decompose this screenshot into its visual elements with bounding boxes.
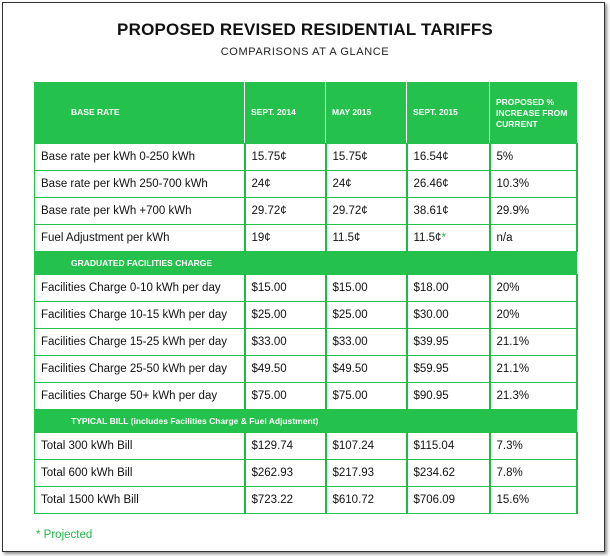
cell-sept-2015-text: $706.09 <box>413 493 456 506</box>
cell-may-2015 <box>326 382 407 409</box>
cell-sept-2014-text: $129.74 <box>251 439 294 452</box>
footnote: * Projected <box>36 529 93 541</box>
cell-may-2015 <box>326 486 407 513</box>
cell-increase-text: 21.1% <box>496 362 530 375</box>
cell-may-2015 <box>326 355 407 382</box>
cell-may-2015 <box>326 274 407 301</box>
row-label-text: Total 600 kWh Bill <box>41 466 133 479</box>
cell-sept-2015 <box>407 432 490 459</box>
cell-increase <box>490 459 577 486</box>
table-row <box>35 459 577 486</box>
row-label <box>35 224 245 251</box>
cell-may-2015-text: $217.93 <box>332 466 375 479</box>
cell-increase-text: 7.8% <box>496 466 523 479</box>
cell-increase-text: n/a <box>496 231 513 244</box>
header-may-2015: MAY 2015 <box>326 82 407 143</box>
row-label <box>35 382 245 409</box>
cell-sept-2015-text: 38.61¢ <box>413 204 449 217</box>
cell-sept-2014-text: $15.00 <box>251 281 287 294</box>
cell-sept-2014 <box>245 459 326 486</box>
cell-sept-2015 <box>407 486 490 513</box>
cell-sept-2014-text: $262.93 <box>251 466 294 479</box>
page-subtitle: COMPARISONS AT A GLANCE <box>220 46 390 58</box>
row-label-text: Facilities Charge 15-25 kWh per day <box>41 335 227 348</box>
table-row <box>35 301 577 328</box>
cell-increase-text: 20% <box>496 308 520 321</box>
cell-increase <box>490 224 577 251</box>
cell-increase <box>490 274 577 301</box>
cell-sept-2014 <box>245 274 326 301</box>
row-label <box>35 143 245 170</box>
cell-sept-2014-text: $723.22 <box>251 493 294 506</box>
table-row <box>35 197 577 224</box>
section-typical-bill <box>35 409 577 432</box>
cell-sept-2015 <box>407 301 490 328</box>
section-typical-bill-label: TYPICAL BILL (includes Facilities Charge & Fuel Adjustment) <box>35 409 577 432</box>
cell-sept-2014-text: 19¢ <box>251 231 271 244</box>
table-row <box>35 355 577 382</box>
header-sept-2014: SEPT. 2014 <box>245 82 326 143</box>
cell-sept-2015-text: $115.04 <box>413 439 455 452</box>
cell-may-2015 <box>326 170 407 197</box>
cell-sept-2015 <box>407 224 490 251</box>
cell-sept-2014 <box>245 355 326 382</box>
cell-sept-2015-text: $90.95 <box>413 389 449 402</box>
row-label <box>35 274 245 301</box>
cell-increase <box>490 143 577 170</box>
header-base-rate: BASE RATE <box>35 82 245 143</box>
row-label-text: Base rate per kWh 0-250 kWh <box>41 150 196 163</box>
table-row <box>35 432 577 459</box>
row-label-text: Fuel Adjustment per kWh <box>41 231 170 244</box>
cell-sept-2014 <box>245 197 326 224</box>
cell-sept-2015-text: $30.00 <box>413 308 449 321</box>
table-row <box>35 274 577 301</box>
cell-may-2015 <box>326 143 407 170</box>
row-label <box>35 301 245 328</box>
row-label <box>35 328 245 355</box>
table-row <box>35 486 577 513</box>
cell-may-2015-text: $15.00 <box>332 281 368 294</box>
cell-may-2015-text: 15.75¢ <box>332 150 368 163</box>
cell-increase <box>490 301 577 328</box>
cell-increase <box>490 355 577 382</box>
projected-marker: * <box>441 231 446 244</box>
cell-increase <box>490 382 577 409</box>
cell-may-2015-text: 24¢ <box>332 177 352 190</box>
table-row <box>35 382 577 409</box>
cell-sept-2015 <box>407 197 490 224</box>
cell-may-2015-text: $49.50 <box>332 362 368 375</box>
table-row <box>35 143 577 170</box>
cell-increase-text: 5% <box>496 150 514 163</box>
row-label <box>35 170 245 197</box>
cell-sept-2015-text: $59.95 <box>413 362 449 375</box>
row-label <box>35 197 245 224</box>
cell-sept-2015 <box>407 143 490 170</box>
cell-may-2015 <box>326 301 407 328</box>
row-label-text: Base rate per kWh 250-700 kWh <box>41 177 208 190</box>
cell-increase-text: 29.9% <box>496 204 530 217</box>
cell-increase <box>490 170 577 197</box>
page-title: PROPOSED REVISED RESIDENTIAL TARIFFS <box>117 20 493 39</box>
cell-increase-text: 21.3% <box>496 389 530 402</box>
cell-sept-2015-text: 26.46¢ <box>413 177 449 190</box>
table-row <box>35 224 577 251</box>
cell-sept-2014-text: 15.75¢ <box>251 150 287 163</box>
cell-may-2015 <box>326 432 407 459</box>
cell-sept-2014-text: $33.00 <box>251 335 287 348</box>
cell-sept-2014 <box>245 486 326 513</box>
cell-sept-2014 <box>245 328 326 355</box>
cell-increase <box>490 486 577 513</box>
cell-increase <box>490 328 577 355</box>
row-label-text: Facilities Charge 25-50 kWh per day <box>41 362 227 375</box>
cell-sept-2015 <box>407 355 490 382</box>
table-row <box>35 328 577 355</box>
cell-sept-2015-text: 11.5¢ <box>413 231 442 244</box>
cell-may-2015 <box>326 197 407 224</box>
cell-may-2015-text: 29.72¢ <box>332 204 368 217</box>
cell-sept-2014 <box>245 301 326 328</box>
header-sept-2015: SEPT. 2015 <box>407 82 490 143</box>
cell-may-2015 <box>326 328 407 355</box>
cell-sept-2014-text: $75.00 <box>251 389 287 402</box>
cell-may-2015 <box>326 459 407 486</box>
row-label-text: Facilities Charge 0-10 kWh per day <box>41 281 221 294</box>
cell-increase-text: 10.3% <box>496 177 530 190</box>
cell-sept-2015-text: $234.62 <box>413 466 456 479</box>
cell-sept-2014 <box>245 143 326 170</box>
cell-sept-2015 <box>407 274 490 301</box>
cell-sept-2014 <box>245 224 326 251</box>
cell-sept-2015-text: 16.54¢ <box>413 150 449 163</box>
cell-may-2015-text: $33.00 <box>332 335 368 348</box>
cell-increase-text: 7.3% <box>496 439 523 452</box>
header-proposed-increase: PROPOSED % INCREASE FROM CURRENT <box>490 82 577 143</box>
cell-sept-2014-text: $49.50 <box>251 362 287 375</box>
cell-sept-2015 <box>407 170 490 197</box>
cell-may-2015-text: $75.00 <box>332 389 368 402</box>
cell-sept-2014-text: $25.00 <box>251 308 287 321</box>
cell-sept-2015 <box>407 328 490 355</box>
table-row <box>35 170 577 197</box>
row-label-text: Total 1500 kWh Bill <box>41 493 139 506</box>
tariff-table <box>34 82 578 514</box>
row-label <box>35 432 245 459</box>
row-label-text: Base rate per kWh +700 kWh <box>41 204 192 217</box>
section-facilities-charge-label: GRADUATED FACILITIES CHARGE <box>35 251 577 274</box>
row-label-text: Facilities Charge 10-15 kWh per day <box>41 308 227 321</box>
cell-sept-2014 <box>245 382 326 409</box>
cell-sept-2014 <box>245 432 326 459</box>
cell-sept-2014 <box>245 170 326 197</box>
row-label-text: Facilities Charge 50+ kWh per day <box>41 389 218 402</box>
cell-may-2015 <box>326 224 407 251</box>
cell-sept-2015-text: $39.95 <box>413 335 449 348</box>
cell-increase <box>490 432 577 459</box>
row-label-text: Total 300 kWh Bill <box>41 439 133 452</box>
cell-may-2015-text: 11.5¢ <box>332 231 361 244</box>
cell-increase-text: 20% <box>496 281 520 294</box>
cell-sept-2015 <box>407 459 490 486</box>
cell-may-2015-text: $610.72 <box>332 493 375 506</box>
cell-increase <box>490 197 577 224</box>
cell-sept-2014-text: 24¢ <box>251 177 271 190</box>
cell-may-2015-text: $107.24 <box>332 439 375 452</box>
row-label <box>35 355 245 382</box>
table-header-row <box>35 82 577 143</box>
cell-may-2015-text: $25.00 <box>332 308 368 321</box>
cell-sept-2014-text: 29.72¢ <box>251 204 287 217</box>
cell-sept-2015 <box>407 382 490 409</box>
cell-increase-text: 21.1% <box>496 335 530 348</box>
cell-sept-2015-text: $18.00 <box>413 281 449 294</box>
row-label <box>35 459 245 486</box>
cell-increase-text: 15.6% <box>496 493 530 506</box>
section-facilities-charge <box>35 251 577 274</box>
row-label <box>35 486 245 513</box>
